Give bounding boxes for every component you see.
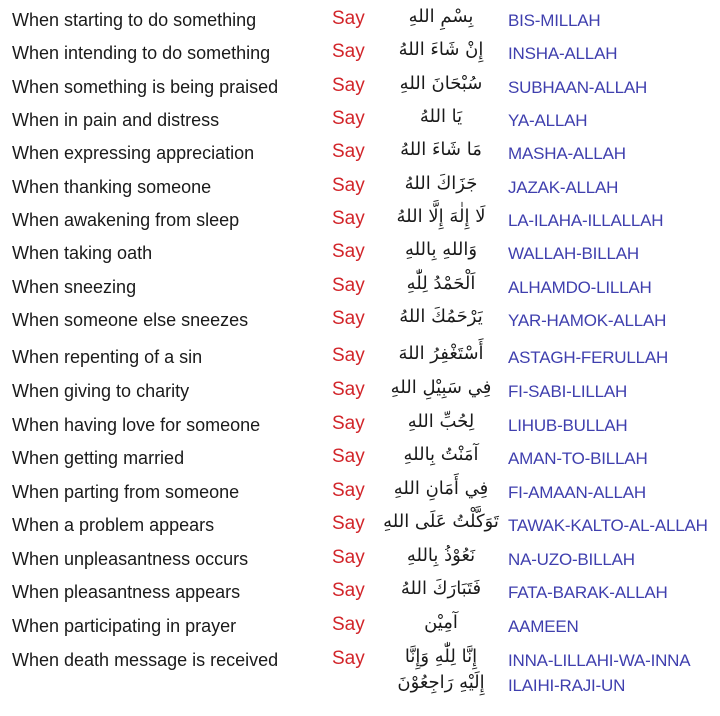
phrase-row xyxy=(0,648,720,708)
transliteration: LIHUB-BULLAH xyxy=(508,416,628,435)
transliteration: NA-UZO-BILLAH xyxy=(508,550,635,569)
arabic-phrase: يَا اللهُ xyxy=(419,106,463,127)
arabic-phrase: آمِيْن xyxy=(424,612,458,633)
say-label: Say xyxy=(332,308,365,329)
arabic-phrase: بِسْمِ اللهِ xyxy=(408,6,474,27)
transliteration: JAZAK-ALLAH xyxy=(508,178,619,197)
occasion-text: When giving to charity xyxy=(12,381,190,401)
say-label: Say xyxy=(332,175,365,196)
occasion-text: When repenting of a sin xyxy=(12,347,203,367)
arabic-phrase: إِنْ شَاءَ اللهُ xyxy=(398,39,484,60)
say-label: Say xyxy=(332,513,365,534)
phrase-row xyxy=(0,379,720,411)
phrase-row xyxy=(0,345,720,377)
transliteration: FI-SABI-LILLAH xyxy=(508,382,628,401)
arabic-phrase: تَوَكَّلْتُ عَلَى اللهِ xyxy=(383,511,499,532)
transliteration: ALHAMDO-LILLAH xyxy=(508,278,652,297)
occasion-text: When starting to do something xyxy=(12,10,257,30)
transliteration: TAWAK-KALTO-AL-ALLAH xyxy=(508,516,708,535)
phrase-row xyxy=(0,446,720,478)
arabic-phrase: لِحُبِّ اللهِ xyxy=(407,411,475,432)
occasion-text: When getting married xyxy=(12,448,185,468)
transliteration: MASHA-ALLAH xyxy=(508,144,626,163)
say-label: Say xyxy=(332,648,365,669)
arabic-phrase: مَا شَاءَ اللهُ xyxy=(400,139,482,160)
phrase-row xyxy=(0,413,720,445)
transliteration: BIS-MILLAH xyxy=(508,11,601,30)
say-label: Say xyxy=(332,141,365,162)
say-label: Say xyxy=(332,379,365,400)
phrase-row xyxy=(0,75,720,107)
phrase-row xyxy=(0,308,720,340)
phrase-row xyxy=(0,513,720,545)
phrase-row xyxy=(0,580,720,612)
transliteration: FATA-BARAK-ALLAH xyxy=(508,583,668,602)
arabic-phrase: إِنَّا لِلّٰهِ وَإِنَّا xyxy=(404,646,478,667)
transliteration: INNA-LILLAHI-WA-INNA xyxy=(508,651,691,670)
arabic-phrase-line-2: إِلَيْهِ رَاجِعُوْنَ xyxy=(397,672,485,693)
occasion-text: When something is being praised xyxy=(12,77,279,97)
say-label: Say xyxy=(332,480,365,501)
transliteration: YAR-HAMOK-ALLAH xyxy=(508,311,667,330)
arabic-phrase: فِي سَبِيْلِ اللهِ xyxy=(390,377,492,398)
occasion-text: When expressing appreciation xyxy=(12,143,255,163)
phrase-row xyxy=(0,141,720,173)
arabic-phrase: وَاللهِ بِاللهِ xyxy=(404,239,478,260)
occasion-text: When death message is received xyxy=(12,650,279,670)
arabic-phrase: أَسْتَغْفِرُ اللهَ xyxy=(398,343,484,364)
occasion-text: When unpleasantness occurs xyxy=(12,549,249,569)
occasion-text: When in pain and distress xyxy=(12,110,220,130)
occasion-text: When taking oath xyxy=(12,243,153,263)
phrase-row xyxy=(0,275,720,307)
say-label: Say xyxy=(332,547,365,568)
transliteration: AMAN-TO-BILLAH xyxy=(508,449,648,468)
arabic-phrase: لَا إِلٰهَ إِلَّا اللهُ xyxy=(396,206,486,227)
occasion-text: When sneezing xyxy=(12,277,137,297)
occasion-text: When pleasantness appears xyxy=(12,582,241,602)
say-label: Say xyxy=(332,275,365,296)
transliteration-line-2: ILAIHI-RAJI-UN xyxy=(508,676,626,695)
say-label: Say xyxy=(332,446,365,467)
arabic-phrase: جَزَاكَ اللهُ xyxy=(404,173,478,194)
occasion-text: When awakening from sleep xyxy=(12,210,240,230)
say-label: Say xyxy=(332,108,365,129)
say-label: Say xyxy=(332,345,365,366)
arabic-phrase: فَتَبَارَكَ اللهُ xyxy=(400,578,482,599)
phrase-row xyxy=(0,614,720,646)
say-label: Say xyxy=(332,580,365,601)
occasion-text: When a problem appears xyxy=(12,515,215,535)
transliteration: INSHA-ALLAH xyxy=(508,44,618,63)
arabic-phrase: نَعُوْذُ بِاللهِ xyxy=(406,545,476,566)
occasion-text: When thanking someone xyxy=(12,177,212,197)
arabic-phrase: اَلْحَمْدُ لِلّٰهِ xyxy=(406,273,476,294)
phrase-row xyxy=(0,241,720,273)
occasion-text: When someone else sneezes xyxy=(12,310,249,330)
arabic-phrase: فِي أَمَانِ اللهِ xyxy=(393,478,489,499)
arabic-phrase: سُبْحَانَ اللهِ xyxy=(399,73,483,94)
phrase-row xyxy=(0,41,720,73)
phrase-row xyxy=(0,175,720,207)
transliteration: WALLAH-BILLAH xyxy=(508,244,639,263)
say-label: Say xyxy=(332,8,365,29)
transliteration: LA-ILAHA-ILLALLAH xyxy=(508,211,664,230)
say-label: Say xyxy=(332,413,365,434)
say-label: Say xyxy=(332,208,365,229)
transliteration: AAMEEN xyxy=(508,617,579,636)
phrase-row xyxy=(0,8,720,40)
arabic-phrase: يَرْحَمُكَ اللهُ xyxy=(399,306,483,327)
say-label: Say xyxy=(332,614,365,635)
say-label: Say xyxy=(332,241,365,262)
transliteration: SUBHAAN-ALLAH xyxy=(508,78,648,97)
transliteration: FI-AMAAN-ALLAH xyxy=(508,483,646,502)
transliteration: YA-ALLAH xyxy=(508,111,588,130)
say-label: Say xyxy=(332,41,365,62)
arabic-phrase: آمَنْتُ بِاللهِ xyxy=(403,444,479,465)
occasion-text: When intending to do something xyxy=(12,43,271,63)
phrase-row xyxy=(0,547,720,579)
occasion-text: When parting from someone xyxy=(12,482,240,502)
say-label: Say xyxy=(332,75,365,96)
occasion-text: When having love for someone xyxy=(12,415,261,435)
phrase-row xyxy=(0,108,720,140)
phrase-row xyxy=(0,208,720,240)
phrase-row xyxy=(0,480,720,512)
occasion-text: When participating in prayer xyxy=(12,616,237,636)
transliteration: ASTAGH-FERULLAH xyxy=(508,348,669,367)
